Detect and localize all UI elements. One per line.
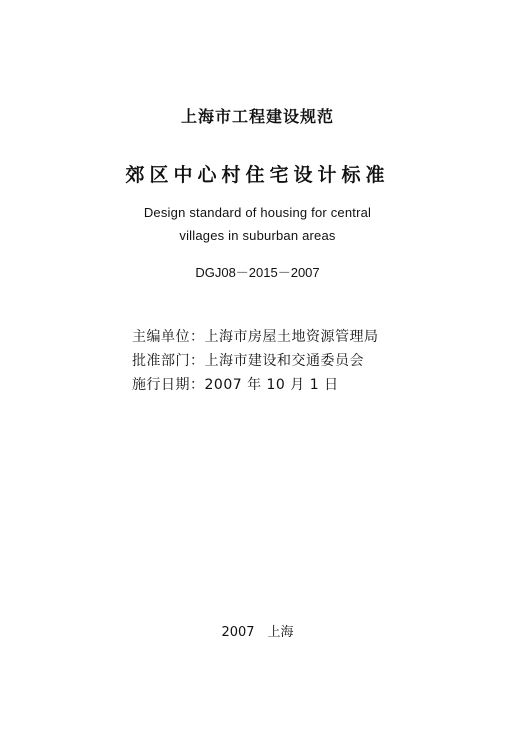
document-title-english-line-1: Design standard of housing for central — [143, 205, 372, 220]
editor-unit: 主编单位：上海市房屋土地资源管理局 — [132, 329, 379, 345]
document-title-english-line-2: villages in suburban areas — [179, 228, 336, 243]
document-title-chinese: 郊区中心村住宅设计标准 — [125, 164, 390, 186]
publication-year-place: 2007 上海 — [221, 625, 294, 640]
standard-code: DGJ08－2015－2007 — [195, 265, 320, 280]
effective-date: 施行日期：2007 年 10 月 1 日 — [132, 377, 339, 393]
series-title: 上海市工程建设规范 — [180, 107, 334, 126]
approving-department: 批准部门：上海市建设和交通委员会 — [132, 353, 364, 369]
